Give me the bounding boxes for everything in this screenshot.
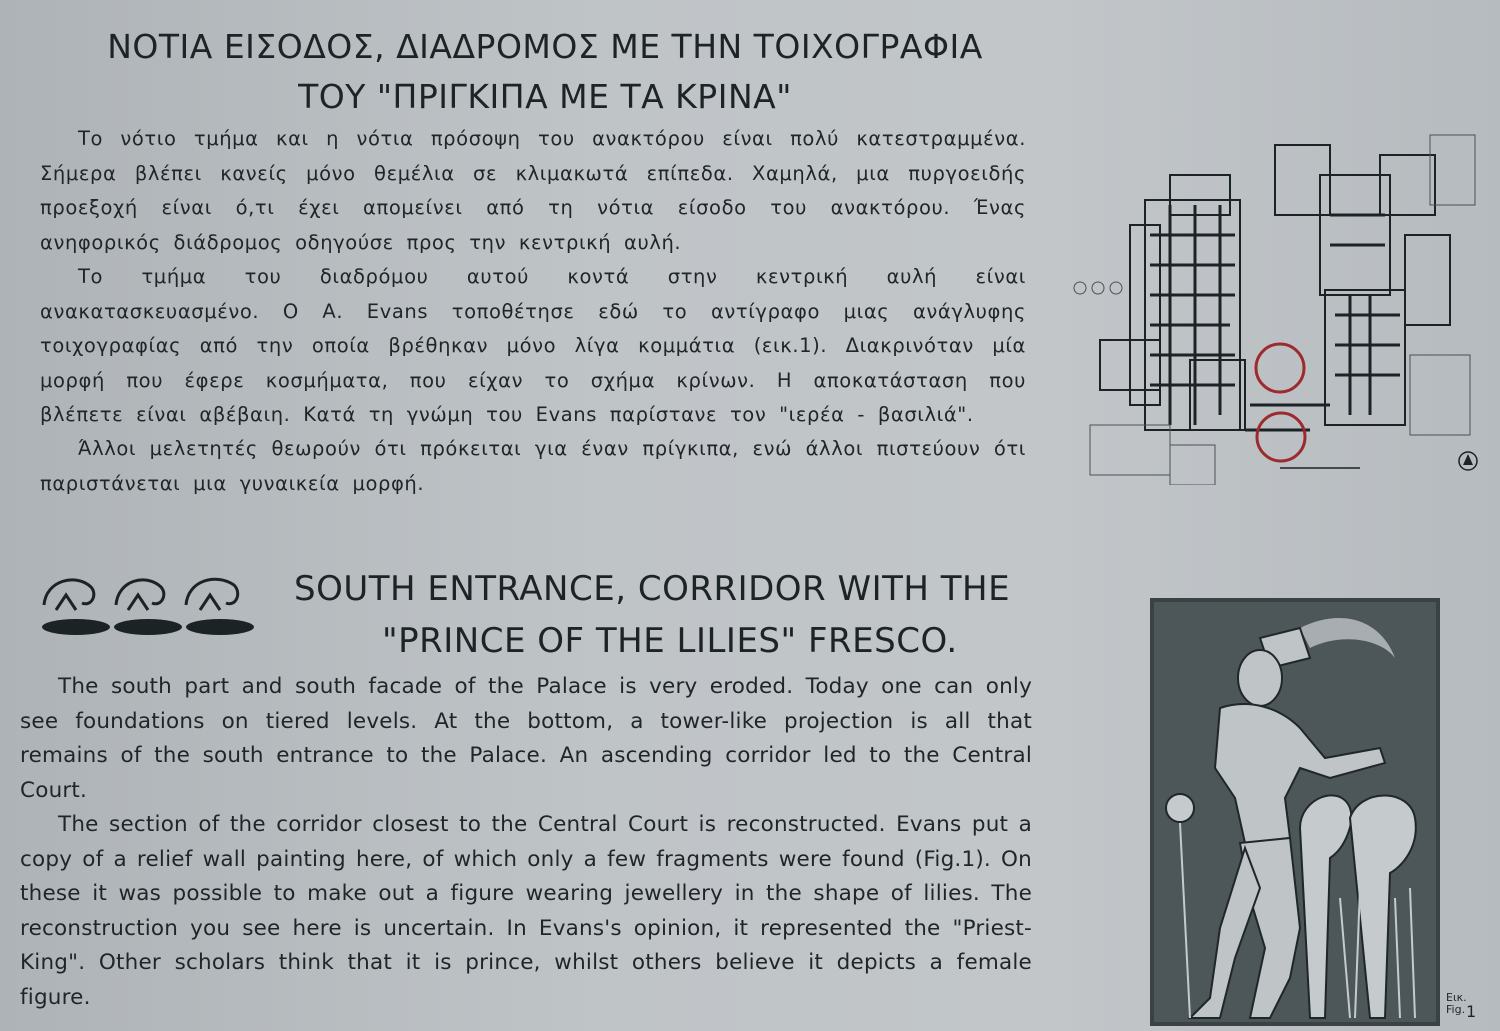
lily-ornament-icon — [36, 565, 258, 645]
greek-paragraph-1: Το νότιο τμήμα και η νότια πρόσοψη του ανακτόρου είναι πολύ κατεστραμμένα. Σήμερα βλέπει κανείς μόνο θεμέλια σε κλιμακωτά επίπεδα. Χαμηλά, μια πυργοειδής προεξοχή είναι ό,τι έχει απομείνει από τη νότια είσοδο του ανακτόρου. Ένας ανηφορικός διάδρομος οδηγούσε προς την κεντρική αυλή. — [40, 127, 1026, 254]
english-paragraph-2: The section of the corridor closest to the Central Court is reconstructed. Evans put a copy of a relief wall painting here, of which only a few fragments were found (Fig.1). On these it was possible to make out a figure wearing jewellery in the shape of lilies. The reconstruction you see here is uncertain. In Evans's opinion, it represented the "Priest-King". Other scholars think that it is prince, whilst others believe it depicts a female figure. — [20, 812, 1032, 1010]
palace-plan-image — [1070, 115, 1490, 485]
prince-of-lilies-fresco-image — [1150, 598, 1440, 1026]
figure-number: 1 — [1466, 1002, 1477, 1021]
english-paragraph-1: The south part and south facade of the Palace is very eroded. Today one can only see foundations on tiered levels. At the bottom, a tower-like projection is all that remains of the south entrance to the Palace. An ascending corridor led to the Central Court. — [20, 674, 1032, 803]
figure-label — [1446, 992, 1467, 1016]
north-arrow-icon — [1459, 452, 1477, 470]
english-title — [270, 563, 1270, 667]
figure-label-english: Fig. — [1446, 1003, 1466, 1016]
english-title-line-2: "PRINCE OF THE LILIES" FRESCO. — [382, 621, 958, 661]
greek-paragraph-2: Το τμήμα του διαδρόμου αυτού κοντά στην κεντρική αυλή είναι ανακατασκευασμένο. Ο Α. Evans τοποθέτησε εδώ το αντίγραφο μιας ανάγλυφης τοιχογραφίας από την οποία βρέθηκαν μόνο λίγα κομμάτια (εικ.1). Διακρινόταν μία μορφή που έφερε κοσμήματα, που είχαν το σχήμα κρίνων. Η αποκατάσταση που βλέπετε είναι αβέβαιη. Κατά τη γνώμη του Evans παρίστανε τον "ιερέα - βασιλιά". — [40, 265, 1026, 426]
greek-title-line-1: ΝΟΤΙΑ ΕΙΣΟΔΟΣ, ΔΙΑΔΡΟΜΟΣ ΜΕ ΤΗΝ ΤΟΙΧΟΓΡΑΦΙΑ — [107, 27, 983, 66]
figure-label-greek: Εικ. — [1446, 991, 1467, 1004]
english-title-line-1: SOUTH ENTRANCE, CORRIDOR WITH THE — [294, 569, 1011, 609]
greek-title-line-2: ΤΟΥ "ΠΡΙΓΚΙΠΑ ΜΕ ΤΑ ΚΡΙΝΑ" — [298, 77, 792, 116]
greek-paragraph-3: Άλλοι μελετητές θεωρούν ότι πρόκειται για έναν πρίγκιπα, ενώ άλλοι πιστεύουν ότι παριστάνεται μια γυναικεία μορφή. — [40, 437, 1026, 495]
greek-title — [30, 22, 1060, 122]
